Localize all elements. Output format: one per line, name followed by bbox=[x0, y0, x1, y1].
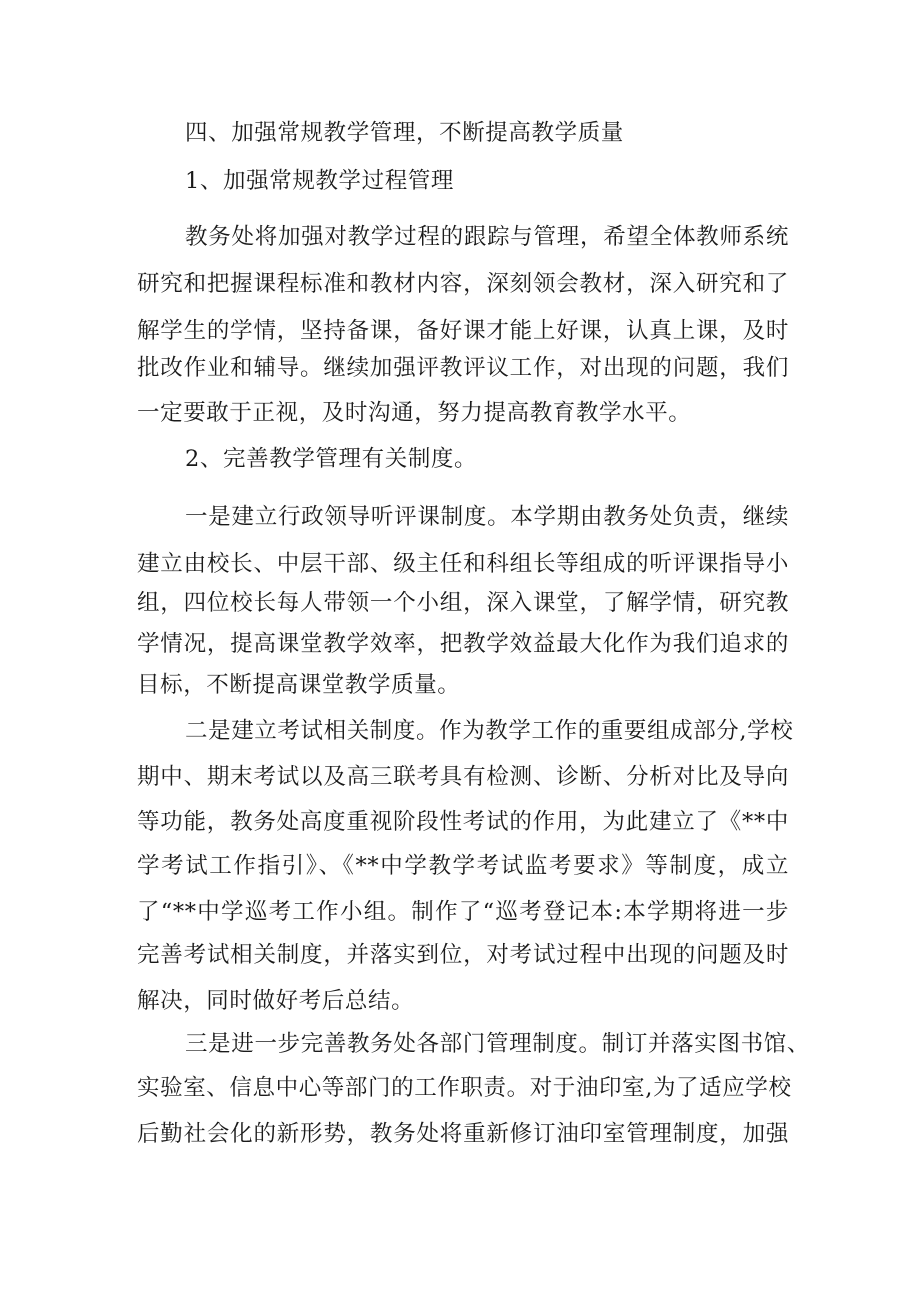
paragraph-line: 实验室、信息中心等部门的工作职责。对于油印室,为了适应学校 bbox=[137, 1075, 792, 1101]
paragraph-line: 批改作业和辅导。继续加强评教评议工作，对出现的问题，我们 bbox=[137, 355, 789, 381]
paragraph-line: 学情况，提高课堂教学效率，把教学效益最大化作为我们追求的 bbox=[137, 631, 789, 657]
paragraph-line: 一是建立行政领导听评课制度。本学期由教务处负责，继续 bbox=[185, 504, 789, 530]
subheading-1: 1、加强常规教学过程管理 bbox=[185, 168, 455, 194]
paragraph-line: 教务处将加强对教学过程的跟踪与管理，希望全体教师系统 bbox=[185, 224, 789, 250]
paragraph-line: 了“**中学巡考工作小组。制作了“巡考登记本:本学期将进一步 bbox=[137, 899, 789, 925]
paragraph-line: 组，四位校长每人带领一个小组，深入课堂，了解学情，研究教 bbox=[137, 590, 789, 616]
paragraph-line: 解学生的学情，坚持备课，备好课才能上好课，认真上课，及时 bbox=[137, 318, 789, 344]
paragraph-line: 目标，不断提高课堂教学质量。 bbox=[137, 672, 461, 698]
paragraph-line: 一定要敢于正视，及时沟通，努力提高教育教学水平。 bbox=[137, 400, 692, 426]
paragraph-line: 学考试工作指引》、《**中学教学考试监考要求》等制度，成立 bbox=[137, 853, 789, 879]
paragraph-line: 建立由校长、中层干部、级主任和科组长等组成的听评课指导小 bbox=[137, 551, 789, 577]
paragraph-line: 三是进一步完善教务处各部门管理制度。制订并落实图书馆、 bbox=[185, 1031, 810, 1057]
paragraph-line: 研究和把握课程标准和教材内容，深刻领会教材，深入研究和了 bbox=[137, 271, 789, 297]
section-heading: 四、加强常规教学管理，不断提高教学质量 bbox=[185, 120, 624, 146]
paragraph-line: 期中、期末考试以及高三联考具有检测、诊断、分析对比及导向 bbox=[137, 764, 789, 790]
paragraph-line: 后勤社会化的新形势，教务处将重新修订油印室管理制度，加强 bbox=[137, 1121, 789, 1147]
paragraph-line: 解决，同时做好考后总结。 bbox=[137, 988, 415, 1014]
paragraph-line: 完善考试相关制度，并落实到位，对考试过程中出现的问题及时 bbox=[137, 942, 789, 968]
subheading-2: 2、完善教学管理有关制度。 bbox=[185, 446, 478, 472]
paragraph-line: 二是建立考试相关制度。作为教学工作的重要组成部分,学校 bbox=[185, 718, 794, 744]
paragraph-line: 等功能，教务处高度重视阶段性考试的作用，为此建立了《**中 bbox=[137, 809, 789, 835]
